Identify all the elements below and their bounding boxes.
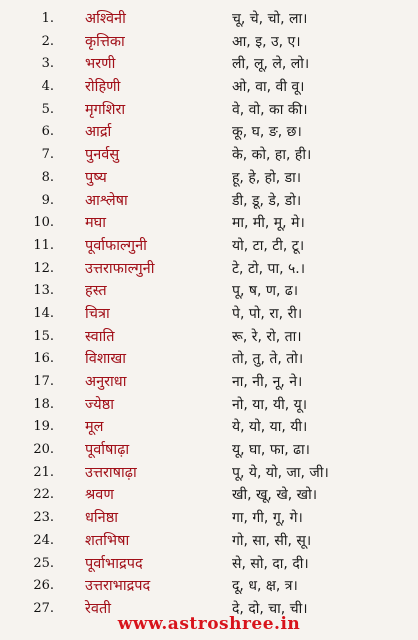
row-number: 26. [33, 578, 54, 594]
nakshatra-row [0, 167, 418, 190]
nakshatra-name: मघा [85, 215, 106, 232]
nakshatra-row [0, 439, 418, 462]
nakshatra-name: उत्तराषाढ़ा [85, 464, 137, 481]
nakshatra-row [0, 31, 418, 54]
nakshatra-name: अश्विनी [85, 11, 126, 27]
name-syllables: हू, हे, हो, डा। [232, 169, 302, 186]
nakshatra-row [0, 575, 418, 598]
nakshatra-row [0, 53, 418, 76]
row-number: 9. [41, 192, 54, 208]
nakshatra-row [0, 280, 418, 303]
nakshatra-name: पूर्वाभाद्रपद [85, 555, 143, 572]
nakshatra-name: चित्रा [85, 305, 110, 322]
nakshatra-name: पुनर्वसु [85, 147, 120, 164]
nakshatra-row [0, 121, 418, 144]
nakshatra-row [0, 371, 418, 394]
nakshatra-row [0, 553, 418, 576]
name-syllables: यो, टा, टी, टू। [232, 237, 305, 254]
nakshatra-row [0, 258, 418, 281]
nakshatra-name: ज्येष्ठा [85, 396, 114, 413]
row-number: 11. [33, 237, 54, 253]
nakshatra-row [0, 416, 418, 439]
row-number: 22. [33, 487, 54, 503]
name-syllables: खी, खू, खे, खो। [232, 487, 318, 504]
name-syllables: नो, या, यी, यू। [232, 396, 308, 413]
name-syllables: ना, नी, नू, ने। [232, 374, 303, 390]
row-number: 2. [41, 33, 54, 49]
name-syllables: ये, यो, या, यी। [232, 419, 308, 436]
name-syllables: के, को, हा, ही। [232, 147, 312, 164]
name-syllables: गा, गी, गू, गे। [232, 510, 303, 527]
nakshatra-name: रेवती [85, 600, 112, 617]
name-syllables: डी, डू, डे, डो। [232, 192, 302, 209]
nakshatra-row [0, 462, 418, 485]
nakshatra-name: श्रवण [85, 487, 114, 504]
row-number: 4. [41, 79, 54, 95]
nakshatra-name: मूल [85, 419, 104, 436]
name-syllables: रू, रे, रो, ता। [232, 328, 302, 345]
row-number: 12. [33, 260, 54, 276]
nakshatra-row [0, 326, 418, 349]
row-number: 10. [33, 215, 54, 231]
row-number: 5. [41, 101, 54, 117]
name-syllables: ली, लू, ले, लो। [232, 56, 310, 73]
row-number: 24. [33, 532, 54, 548]
nakshatra-name: भरणी [85, 56, 116, 73]
nakshatra-row [0, 144, 418, 167]
nakshatra-name: उत्तराफाल्गुनी [85, 260, 155, 277]
nakshatra-name: अनुराधा [85, 374, 127, 390]
nakshatra-name: आर्द्रा [85, 124, 112, 141]
name-syllables: पू, ये, यो, जा, जी। [232, 464, 329, 481]
nakshatra-name: शतभिषा [85, 532, 130, 549]
name-syllables: पे, पो, रा, री। [232, 305, 303, 322]
row-number: 27. [33, 600, 54, 616]
nakshatra-name: पूर्वाषाढ़ा [85, 442, 130, 459]
name-syllables: पू, ष, ण, ढ। [232, 283, 299, 300]
name-syllables: ओ, वा, वी वू। [232, 79, 305, 96]
name-syllables: से, सो, दा, दी। [232, 555, 309, 572]
nakshatra-row [0, 212, 418, 235]
nakshatra-row [0, 484, 418, 507]
nakshatra-row [0, 507, 418, 530]
nakshatra-name: पुष्य [85, 169, 107, 186]
nakshatra-row [0, 235, 418, 258]
name-syllables: तो, तु, ते, तो। [232, 351, 304, 368]
nakshatra-name: मृगशिरा [85, 101, 126, 118]
website-footer: www.astroshree.in [117, 614, 301, 634]
row-number: 17. [33, 374, 54, 389]
nakshatra-list [0, 8, 418, 621]
name-syllables: मा, मी, मू, मे। [232, 215, 305, 232]
row-number: 19. [33, 419, 54, 435]
row-number: 18. [33, 396, 54, 412]
name-syllables: आ, इ, उ, ए। [232, 33, 301, 50]
nakshatra-name: स्वाति [85, 328, 115, 345]
name-syllables: गो, सा, सी, सू। [232, 532, 312, 549]
name-syllables: दे, दो, चा, ची। [232, 600, 308, 617]
nakshatra-name: विशाखा [85, 351, 127, 368]
row-number: 14. [33, 305, 54, 321]
nakshatra-row [0, 303, 418, 326]
nakshatra-name: हस्त [85, 283, 107, 300]
row-number: 16. [33, 351, 54, 367]
row-number: 7. [41, 147, 54, 163]
nakshatra-row [0, 99, 418, 122]
name-syllables: दू, ध, क्ष, त्र। [232, 578, 298, 595]
nakshatra-row [0, 76, 418, 99]
nakshatra-row [0, 348, 418, 371]
nakshatra-row [0, 530, 418, 553]
nakshatra-name: आश्लेषा [85, 192, 128, 209]
row-number: 21. [33, 464, 54, 480]
name-syllables: चू, चे, चो, ला। [232, 11, 308, 27]
name-syllables: कू, घ, ङ, छ। [232, 124, 302, 141]
name-syllables: टे, टो, पा, ५.। [232, 260, 306, 277]
nakshatra-row [0, 190, 418, 213]
nakshatra-name: उत्तराभाद्रपद [85, 578, 151, 595]
name-syllables: वे, वो, का की। [232, 101, 308, 118]
row-number: 15. [33, 328, 54, 344]
row-number: 3. [41, 56, 54, 72]
row-number: 13. [33, 283, 54, 299]
nakshatra-name: कृत्तिका [85, 33, 125, 50]
row-number: 6. [41, 124, 54, 140]
row-number: 1. [41, 11, 54, 26]
nakshatra-row [0, 8, 418, 31]
row-number: 20. [33, 442, 54, 458]
nakshatra-row [0, 394, 418, 417]
nakshatra-name: पूर्वाफाल्गुनी [85, 237, 147, 254]
row-number: 25. [33, 555, 54, 571]
row-number: 8. [41, 169, 54, 185]
name-syllables: यू, घा, फा, ढा। [232, 442, 310, 459]
row-number: 23. [33, 510, 54, 526]
nakshatra-name: धनिष्ठा [85, 510, 119, 527]
nakshatra-name: रोहिणी [85, 79, 121, 96]
